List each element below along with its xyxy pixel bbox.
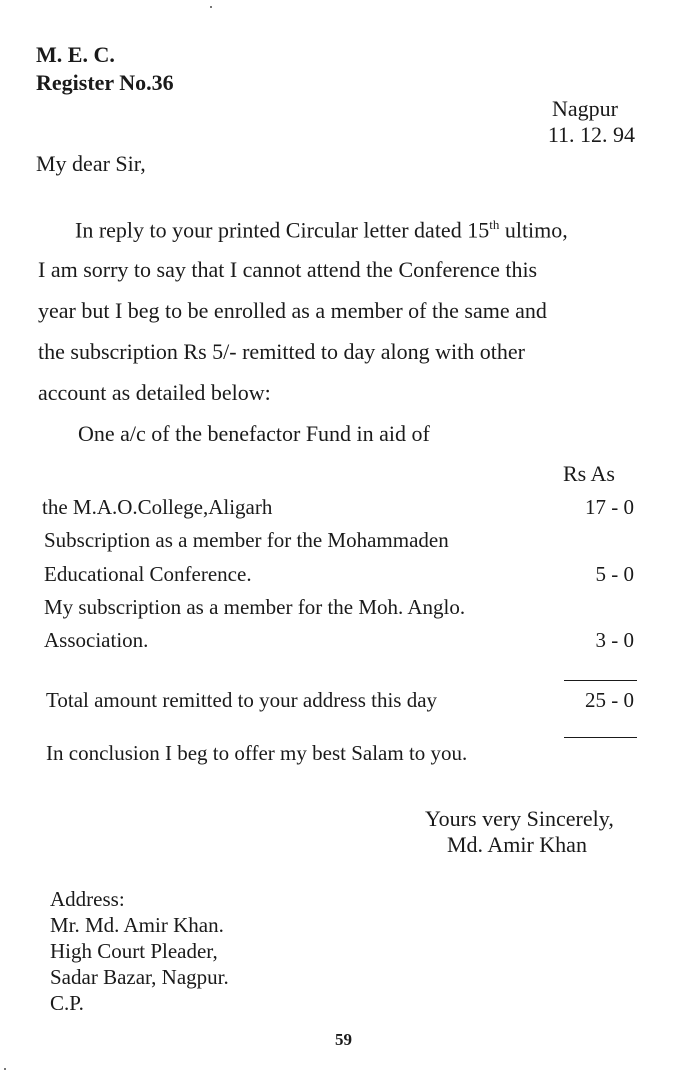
date: 11. 12. 94 [547,122,635,147]
body-line-6: One a/c of the benefactor Fund in aid of [78,421,430,446]
account-item-amount: 17 - 0 [585,495,634,519]
scan-speck [4,1068,6,1070]
address-line: High Court Pleader, [50,939,218,963]
place: Nagpur [552,96,618,121]
currency-header: Rs As [563,461,615,486]
body-line-1 [75,217,568,243]
register-number: Register No.36 [36,70,174,95]
salutation: My dear Sir, [36,151,146,176]
ordinal-suffix: th [489,217,500,232]
body-line-4: the subscription Rs 5/- remitted to day along with other [38,339,525,364]
account-item-amount: 5 - 0 [595,562,634,586]
body-line-1-text: In reply to your printed Circular letter dated 15 [75,217,490,243]
total-label: Total amount remitted to your address this day [46,688,438,712]
account-item-label: My subscription as a member for the Moh. Anglo. [44,595,466,619]
conclusion-line: In conclusion I beg to offer my best Salam to you. [46,741,468,765]
account-item-label: Subscription as a member for the Mohammaden [44,528,449,552]
address-label: Address: [50,887,125,911]
total-rule-bottom [564,737,637,738]
body-line-5: account as detailed below: [38,380,271,405]
account-item-label: Educational Conference. [44,562,252,586]
account-item-label: the M.A.O.College,Aligarh [42,495,273,519]
signature: Md. Amir Khan [447,832,587,857]
org-heading: M. E. C. [36,42,115,67]
body-line-2: I am sorry to say that I cannot attend the Conference this [38,257,538,282]
scan-speck [210,6,212,8]
valediction: Yours very Sincerely, [425,806,614,831]
body-line-1-end: ultimo, [499,217,568,243]
account-item-label: Association. [44,628,149,652]
account-item-amount: 3 - 0 [595,628,634,652]
page-number: 59 [335,1030,352,1049]
address-line: C.P. [50,991,84,1015]
address-line: Sadar Bazar, Nagpur. [50,965,229,989]
total-rule-top [564,680,637,681]
total-amount: 25 - 0 [585,688,634,712]
address-line: Mr. Md. Amir Khan. [50,913,224,937]
body-line-3: year but I beg to be enrolled as a member of the same and [38,298,547,323]
